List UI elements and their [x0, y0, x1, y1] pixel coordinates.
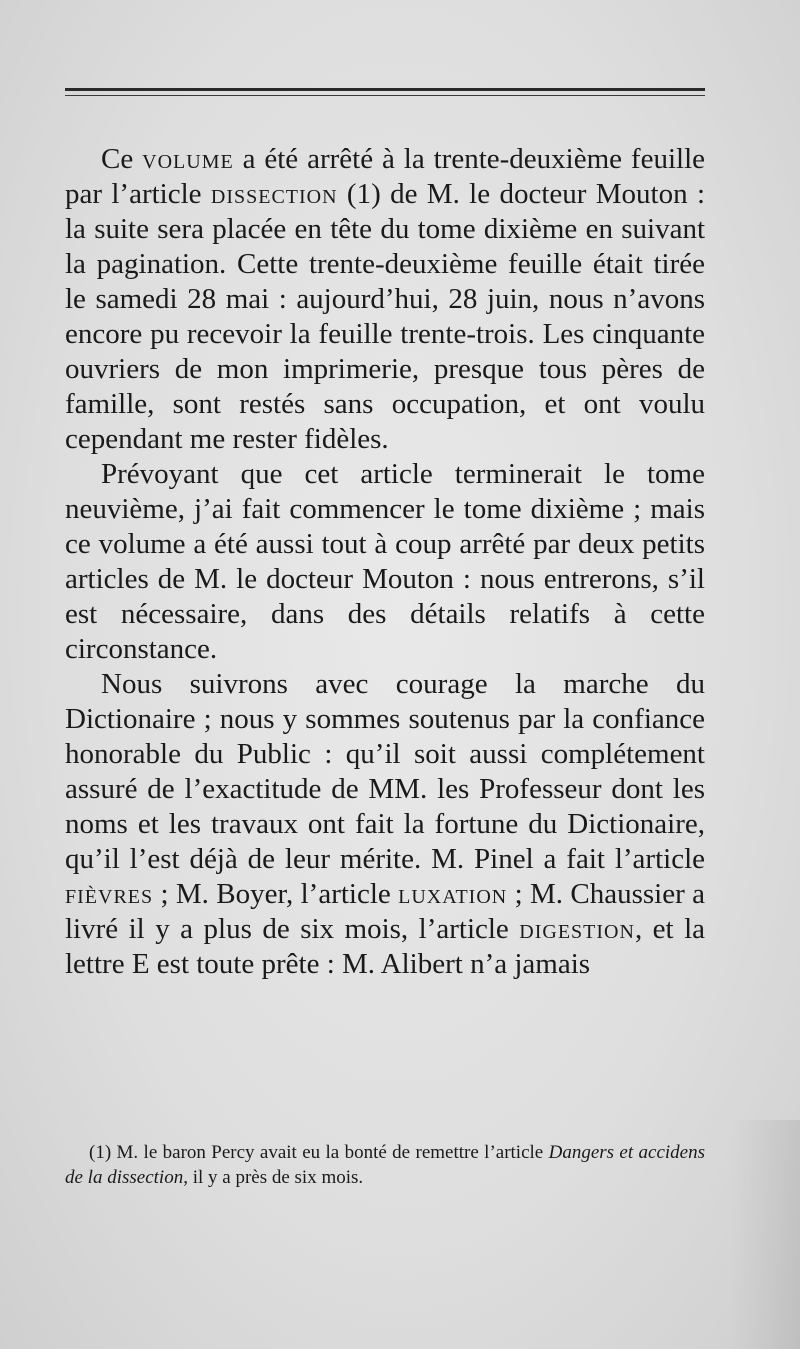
footnote-text-b: , il y a près de six mois. [183, 1167, 364, 1188]
main-text [65, 142, 705, 982]
paragraph-3 [65, 667, 705, 982]
fievres-smallcaps: fièvres [65, 878, 154, 910]
paragraph-3-text-c: ; M. Chaussier a livré il y a plus de six mois, l’article [65, 878, 705, 945]
header-rule-thick [65, 88, 705, 91]
footnote-text [65, 1140, 705, 1190]
footnote-italic-title: Dangers et accidens de la dissection [65, 1142, 705, 1188]
paragraph-1 [65, 142, 705, 457]
paragraph-2: Prévoyant que cet article terminerait le tome neuvième, j’ai fait commencer le tome dixième ; mais ce volume a été aussi tout à coup arrêté par deux petits articles de M. le docteur Mouton : nous entrerons, s’il est nécessaire, dans des détails relatifs à cette circonstance. [65, 458, 705, 665]
dissection-smallcaps: dissection [210, 178, 338, 210]
luxation-smallcaps: luxation [398, 878, 508, 910]
footnote [65, 1140, 705, 1190]
paragraph-1-text-c: (1) de M. le docteur Mouton : la suite sera placée en tête du tome dixième en suivant la pagination. Cette trente-deuxième feuille était tirée le samedi 28 mai : aujourd’hui, 28 juin, nous n’avons encore pu recevoir la feuille trente-trois. Les cinquante ouvriers de mon imprimerie, presque tous pères de famille, sont restés sans occupation, et ont voulu cependant me rester fidèles. [65, 178, 706, 455]
volume-smallcaps: volume [142, 143, 234, 175]
digestion-smallcaps: digestion [519, 913, 635, 945]
torn-page-edge [730, 1120, 800, 1349]
paragraph-1-text-a: Ce [101, 143, 143, 175]
paragraph-3-text-a: Nous suivrons avec courage la marche du Dictionaire ; nous y sommes soutenus par la confiance honorable du Public : qu’il soit aussi complétement assuré de l’exactitude de MM. les Professeur dont les noms et les travaux ont fait la fortune du Dictionaire, qu’il l’est déjà de leur mérite. M. Pinel a fait l’article [65, 668, 705, 875]
header-rule-thin [65, 95, 705, 96]
paragraph-3-text-b: ; M. Boyer, l’article [153, 878, 399, 910]
paragraph-3-text-d: , et la lettre E est toute prête : M. Alibert n’a jamais [65, 913, 705, 980]
footnote-text-a: (1) M. le baron Percy avait eu la bonté de remettre l’article [89, 1142, 549, 1163]
paragraph-1-text-b: a été arrêté à la trente-deuxième feuille par l’article [65, 143, 706, 210]
